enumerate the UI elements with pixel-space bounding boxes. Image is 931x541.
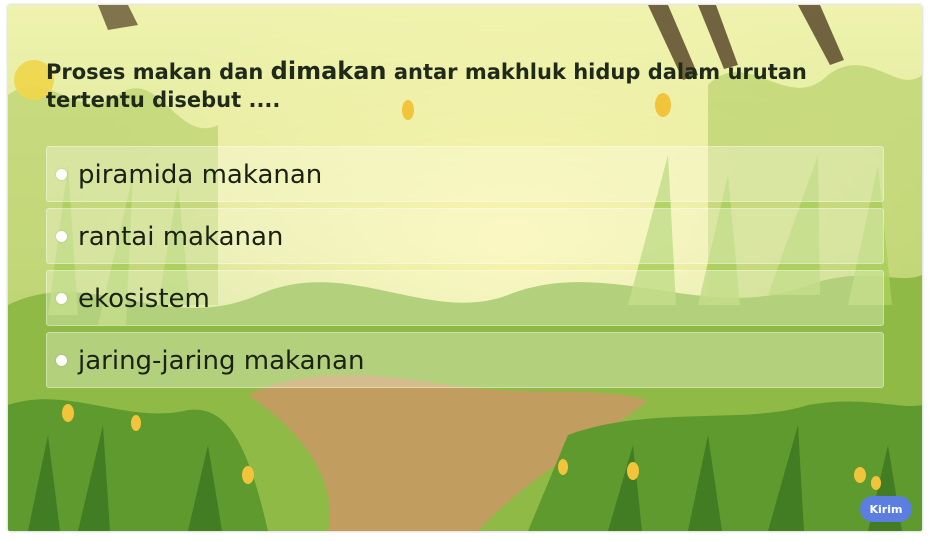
- question-part-1: Proses makan dan: [46, 60, 271, 84]
- answer-options: [46, 146, 884, 394]
- radio-button[interactable]: [56, 169, 67, 180]
- option-ekosistem[interactable]: [46, 270, 884, 326]
- submit-button[interactable]: Kirim: [860, 496, 912, 522]
- option-label: jaring-jaring makanan: [78, 346, 365, 376]
- question-part-2: antar makhluk hidup dalam urutan tertentu disebut ....: [46, 60, 807, 112]
- option-piramida-makanan[interactable]: [46, 146, 884, 202]
- option-jaring-jaring-makanan[interactable]: [46, 332, 884, 388]
- option-label: piramida makanan: [78, 160, 323, 190]
- quiz-card: [8, 5, 922, 531]
- option-label: rantai makanan: [78, 222, 284, 252]
- question-emphasis: dimakan: [270, 57, 387, 85]
- option-label: ekosistem: [78, 284, 210, 314]
- radio-button[interactable]: [56, 355, 67, 366]
- question-text: [46, 57, 866, 114]
- radio-button[interactable]: [56, 231, 67, 242]
- option-rantai-makanan[interactable]: [46, 208, 884, 264]
- radio-button[interactable]: [56, 293, 67, 304]
